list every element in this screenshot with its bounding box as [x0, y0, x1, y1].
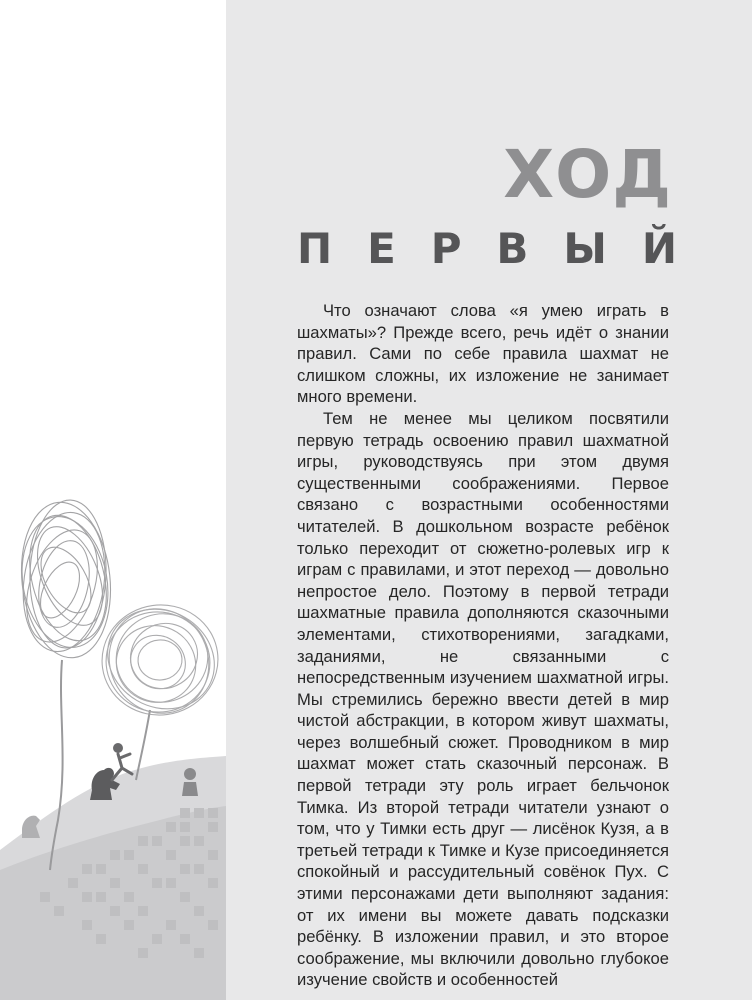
- subtitle-letter: П: [297, 224, 333, 273]
- left-scribble-tree: [12, 498, 118, 662]
- body-text: [297, 300, 669, 991]
- chapter-subtitle: [297, 224, 677, 273]
- scribble-trees-illustration: [0, 490, 226, 1000]
- chapter-title: ХОД: [503, 136, 672, 213]
- right-scribble-tree: [89, 590, 226, 730]
- subtitle-letter: Р: [430, 224, 462, 273]
- paragraph-1: Что означают слова «я умею играть в шахматы»? Прежде всего, речь идёт о знании правил. Сами по себе правила шахмат не слишком сложны, их изложение не занимает много времени.: [297, 301, 669, 407]
- chess-pawn-silhouette: [182, 768, 198, 796]
- subtitle-letter: В: [496, 224, 529, 273]
- subtitle-letter: Ы: [563, 224, 607, 273]
- paragraph-2: Тем не менее мы целиком посвятили первую тетрадь освоению правил шахматной игры, руководствуясь при этом двумя существенными соображениями. Первое связано с возрастными особенностями читателей. В дошкольном возрасте ребёнок только переходит от сюжетно-ролевых игр к играм с правилами, и этот переход — довольно непростое дело. Поэтому в первой тетради шахматные правила дополняются сказочными элементами, стихотворениями, загадками, заданиями, не связанными с непосредственным изучением шахматной игры. Мы стремились бережно ввести детей в мир чистой абстракции, в котором живут шахматы, через волшебный сюжет. Проводником в мир шахмат может стать сказочный персонаж. В первой тетради эту роль играет бельчонок Тимка. Из второй тетради читатели узнают о том, что у Тимки есть друг — лисёнок Кузя, а в третьей тетради к Тимке и Кузе присоединяется спокойный и рассудительный совёнок Пух. С этими персонажами дети выполняют задания: от их имени вы можете давать подсказки ребёнку. В изложении правил, и это второе соображение, мы включили довольно глубокое изучение свойств и особенностей: [297, 408, 669, 990]
- subtitle-letter: Е: [367, 224, 396, 273]
- subtitle-letter: Й: [641, 224, 677, 273]
